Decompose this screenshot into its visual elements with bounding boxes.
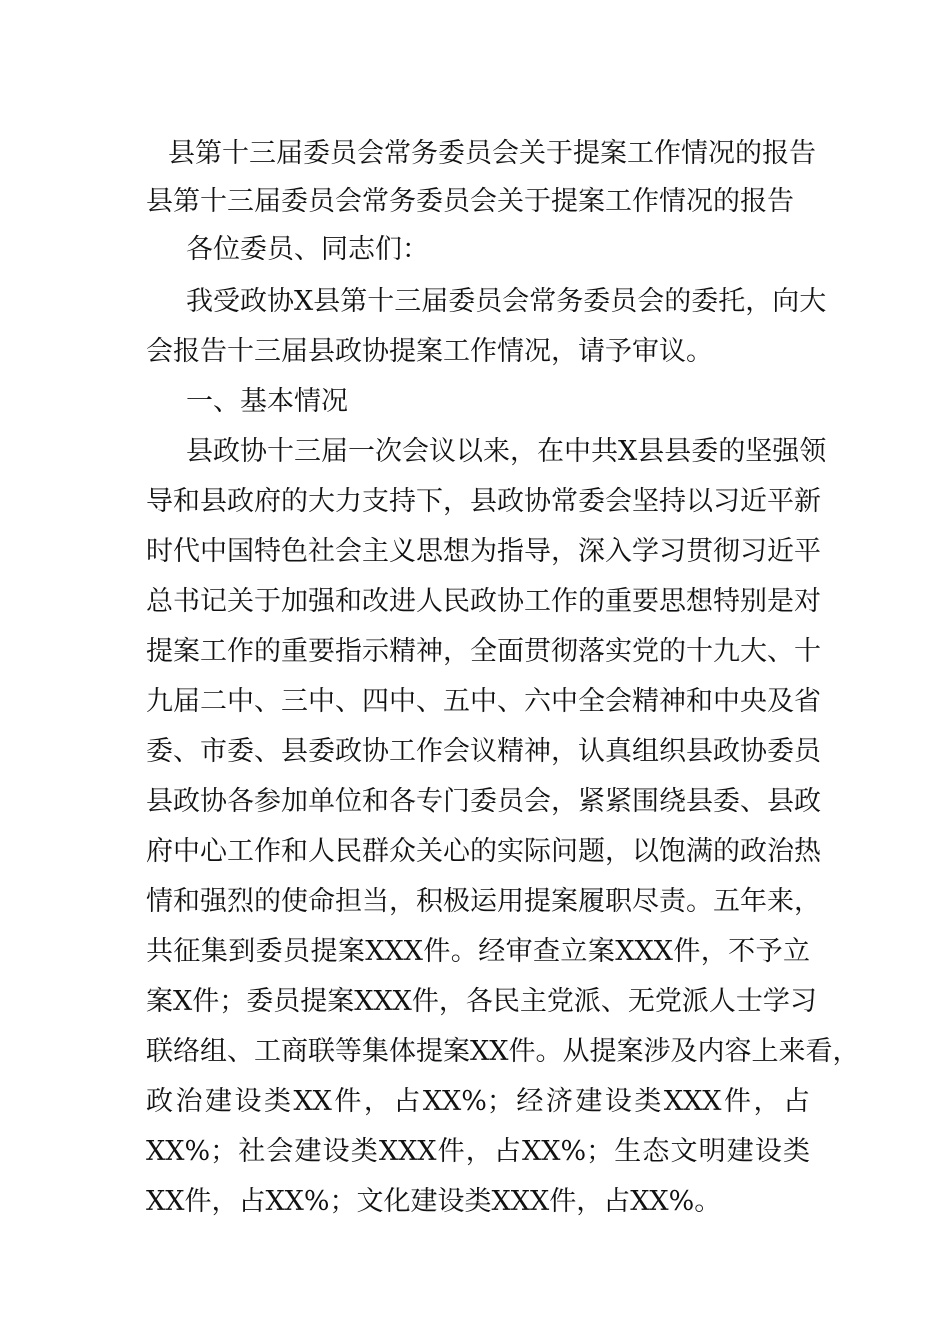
section-heading: 一、基本情况 bbox=[186, 386, 348, 417]
body-line: 政治建设类XX件，占XX%；经济建设类XXX件，占 bbox=[146, 1086, 810, 1117]
body-line: 联络组、工商联等集体提案XX件。从提案涉及内容上来看， bbox=[146, 1036, 860, 1067]
body-line: 导和县政府的大力支持下，县政协常委会坚持以习近平新 bbox=[146, 486, 821, 517]
body-line: 提案工作的重要指示精神，全面贯彻落实党的十九大、十 bbox=[146, 636, 821, 667]
body-line: 九届二中、三中、四中、五中、六中全会精神和中央及省 bbox=[146, 686, 821, 717]
report-title-repeat: 县第十三届委员会常务委员会关于提案工作情况的报告 bbox=[146, 186, 794, 217]
body-line: 案X件；委员提案XXX件，各民主党派、无党派人士学习 bbox=[146, 986, 817, 1017]
body-line: 县政协十三届一次会议以来，在中共X县县委的坚强领 bbox=[186, 436, 827, 467]
body-line: 时代中国特色社会主义思想为指导，深入学习贯彻习近平 bbox=[146, 536, 821, 567]
body-line: XX件，占XX%；文化建设类XXX件，占XX%。 bbox=[146, 1186, 722, 1217]
body-line: 总书记关于加强和改进人民政协工作的重要思想特别是对 bbox=[146, 586, 821, 617]
body-line: 县政协各参加单位和各专门委员会，紧紧围绕县委、县政 bbox=[146, 786, 821, 817]
body-line: 委、市委、县委政协工作会议精神，认真组织县政协委员 bbox=[146, 736, 821, 767]
intro-line: 会报告十三届县政协提案工作情况，请予审议。 bbox=[146, 336, 713, 367]
body-line: XX%；社会建设类XXX件，占XX%；生态文明建设类 bbox=[146, 1136, 810, 1167]
salutation: 各位委员、同志们： bbox=[186, 234, 429, 265]
intro-line: 我受政协X县第十三届委员会常务委员会的委托，向大 bbox=[186, 286, 827, 317]
body-line: 府中心工作和人民群众关心的实际问题，以饱满的政治热 bbox=[146, 836, 821, 867]
report-title: 县第十三届委员会常务委员会关于提案工作情况的报告 bbox=[168, 138, 816, 169]
body-line: 情和强烈的使命担当，积极运用提案履职尽责。五年来， bbox=[146, 886, 821, 917]
body-line: 共征集到委员提案XXX件。经审查立案XXX件，不予立 bbox=[146, 936, 810, 967]
